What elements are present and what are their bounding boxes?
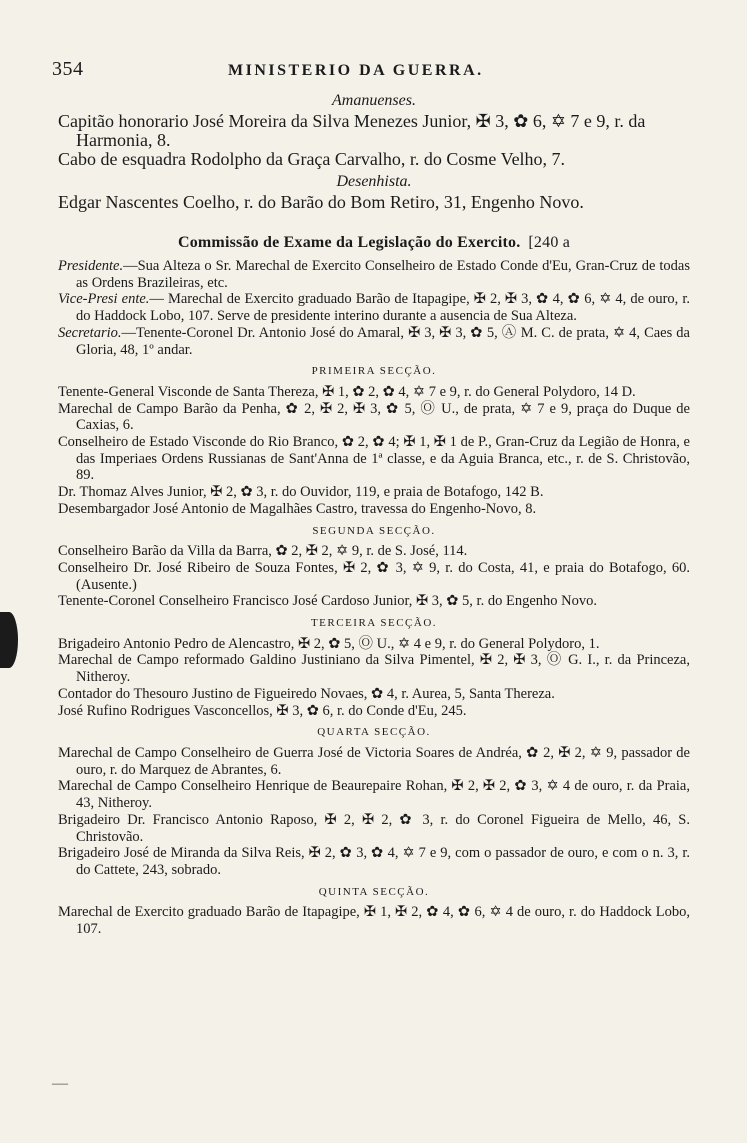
list-item: Dr. Thomaz Alves Junior, ✠ 2, ✿ 3, r. do Ouvidor, 119, e praia de Botafogo, 142 B. (58, 484, 544, 501)
list-item: Brigadeiro Antonio Pedro de Alencastro, ✠ 2, ✿ 5, Ⓞ U., ✡ 4 e 9, r. do General Polydoro, 1. (58, 635, 600, 652)
commission-title-text: Commissão de Exame da Legislação do Exercito. (177, 234, 521, 251)
list-item: Tenente-General Visconde de Santa Thereza, ✠ 1, ✿ 2, ✿ 4, ✡ 7 e 9, r. do General Polydoro, 14 D. (58, 383, 636, 400)
list-item: Marechal de Exercito graduado Barão de Itapagipe, ✠ 1, ✠ 2, ✿ 4, ✿ 6, ✡ 4 de ouro, r. do Haddock Lobo, 107. (58, 904, 690, 938)
list-item: Conselheiro Barão da Villa da Barra, ✿ 2, ✠ 2, ✡ 9, r. de S. José, 114. (58, 543, 468, 560)
page-reference: [240 a (528, 234, 571, 251)
desenhista-list (58, 193, 690, 212)
amanuenses-heading: Amanuenses. (332, 92, 416, 109)
list-item: Marechal de Campo Barão da Penha, ✿ 2, ✠ 2, ✠ 3, ✿ 5, Ⓞ U., de prata, ✡ 7 e 9, praça do Duque de Caxias, 6. (58, 400, 690, 434)
page-header (52, 58, 690, 88)
book-binding-shadow (0, 612, 18, 668)
commission-title (58, 234, 690, 252)
list-item: Brigadeiro Dr. Francisco Antonio Raposo, ✠ 2, ✠ 2, ✿ 3, r. do Coronel Figueira de Mello, 46, S. Christovão. (58, 811, 690, 845)
list-item: Capitão honorario José Moreira da Silva Menezes Junior, ✠ 3, ✿ 6, ✡ 7 e 9, r. da Harmonia, 8. (58, 111, 646, 150)
stray-pen-mark: — (52, 1075, 68, 1092)
list-item: Cabo de esquadra Rodolpho da Graça Carvalho, r. do Cosme Velho, 7. (58, 149, 566, 169)
role-label: Presidente. (58, 258, 124, 274)
section-heading: QUARTA SECÇÃO. (317, 726, 431, 739)
list-item: Marechal de Campo Conselheiro de Guerra José de Victoria Soares de Andréa, ✿ 2, ✠ 2, ✡ 9, passador de ouro, r. do Marquez de Abrantes, 6. (58, 744, 690, 778)
role-label: Vice-Presi ente. (58, 291, 150, 308)
list-item: Contador do Thesouro Justino de Figueiredo Novaes, ✿ 4, r. Aurea, 5, Santa Thereza. (58, 685, 555, 702)
section-heading: QUINTA SECÇÃO. (318, 885, 430, 898)
list-item: Edgar Nascentes Coelho, r. do Barão do Bom Retiro, 31, Engenho Novo. (58, 192, 584, 212)
list-item: Marechal de Campo reformado Galdino Justiniano da Silva Pimentel, ✠ 2, ✠ 3, Ⓞ G. I., r. da Princeza, Nitheroy. (58, 652, 690, 686)
officer-secretary (58, 325, 690, 358)
page-number: 354 (52, 58, 84, 80)
role-label: Secretario. (58, 324, 122, 341)
list-item: Conselheiro Dr. José Ribeiro de Souza Fontes, ✠ 2, ✿ 3, ✡ 9, r. do Costa, 41, e praia do Botafogo, 60. (Ausente.) (58, 559, 690, 593)
officer-text: —Sua Alteza o Sr. Marechal de Exercito Conselheiro de Estado Conde d'Eu, Gran-Cruz de todas as Ordens Brazileiras, etc. (76, 258, 690, 291)
section-heading: TERCEIRA SECÇÃO. (310, 617, 438, 630)
officer-text: — Marechal de Exercito graduado Barão de Itapagipe, ✠ 2, ✠ 3, ✿ 4, ✿ 6, ✡ 4, de ouro, r. do Haddock Lobo, 107. Serve de presidente interino durante a ausencia de Sua Alteza. (76, 291, 690, 325)
list-item: José Rufino Rodrigues Vasconcellos, ✠ 3, ✿ 6, r. do Conde d'Eu, 245. (58, 702, 467, 719)
officer-president (58, 258, 690, 291)
commission-body (58, 258, 690, 938)
running-title: MINISTERIO DA GUERRA. (228, 62, 484, 79)
list-item: Brigadeiro José de Miranda da Silva Reis, ✠ 2, ✿ 3, ✿ 4, ✡ 7 e 9, com o passador de ouro, e com o n. 3, r. do Cattete, 243, sobrado. (58, 845, 690, 878)
desenhista-heading: Desenhista. (336, 173, 412, 190)
list-item: Conselheiro de Estado Visconde do Rio Branco, ✿ 2, ✿ 4; ✠ 1, ✠ 1 de P., Gran-Cruz da Legião de Honra, e das Imperiaes Ordens Russianas de Sant'Anna de 1ª classe, e da Aguia Branca, etc., r. de S. Christovão, 89. (58, 434, 690, 484)
section-heading: PRIMEIRA SECÇÃO. (311, 365, 437, 378)
document-page (52, 58, 690, 938)
officer-text: —Tenente-Coronel Dr. Antonio José do Amaral, ✠ 3, ✠ 3, ✿ 5, Ⓐ M. C. de prata, ✡ 4, Caes da Gloria, 48, 1º andar. (76, 324, 690, 358)
amanuenses-list (58, 112, 690, 169)
list-item: Desembargador José Antonio de Magalhães Castro, travessa do Engenho-Novo, 8. (58, 500, 537, 517)
section-heading: SEGUNDA SECÇÃO. (312, 524, 436, 537)
list-item: Marechal de Campo Conselheiro Henrique de Beaurepaire Rohan, ✠ 2, ✠ 2, ✿ 3, ✡ 4 de ouro, r. da Praia, 43, Nitheroy. (58, 778, 690, 812)
officer-vice-president (58, 291, 690, 324)
list-item: Tenente-Coronel Conselheiro Francisco José Cardoso Junior, ✠ 3, ✿ 5, r. do Engenho Novo. (58, 593, 597, 610)
